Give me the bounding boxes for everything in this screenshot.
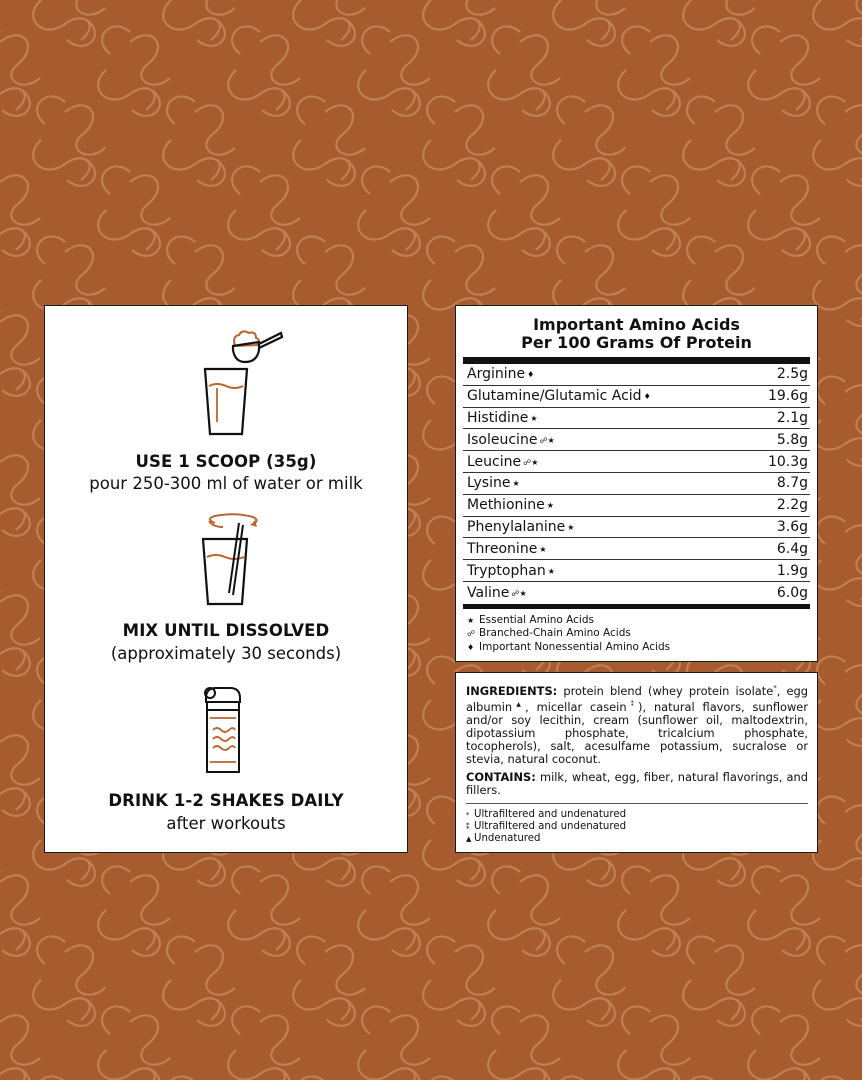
amino-value: 19.6g xyxy=(767,388,808,405)
amino-name xyxy=(467,519,574,535)
amino-name-text: Leucine xyxy=(467,453,522,470)
pattern-motif xyxy=(98,26,170,115)
amino-name xyxy=(467,432,555,448)
amino-name-text: Phenylalanine xyxy=(467,518,566,535)
pattern-motif xyxy=(0,726,40,815)
pattern-motif xyxy=(423,1076,495,1080)
amino-name xyxy=(467,563,555,579)
amino-title-line-1: Important Amino Acids xyxy=(533,315,740,334)
pattern-motif xyxy=(33,0,105,46)
contains-label: CONTAINS: xyxy=(466,769,536,784)
amino-mark: ★ xyxy=(530,413,538,423)
amino-name-text: Tryptophan xyxy=(467,562,546,579)
pattern-motif xyxy=(98,166,170,255)
pattern-motif xyxy=(683,0,755,46)
amino-row xyxy=(463,560,810,582)
footnote-mark: * xyxy=(466,810,470,819)
pattern-motif xyxy=(748,866,820,955)
ingredients-footnotes xyxy=(466,809,808,845)
amino-mark: ★ xyxy=(512,479,520,489)
pattern-motif xyxy=(228,166,300,255)
footnote-mark: ⁑ xyxy=(466,822,470,831)
legend-text: Branched-Chain Amino Acids xyxy=(479,627,631,640)
ingredients-mark-3: ⁑ xyxy=(626,700,639,708)
pattern-motif xyxy=(358,866,430,955)
pattern-motif xyxy=(98,866,170,955)
pattern-motif xyxy=(163,0,235,46)
pattern-motif xyxy=(683,1076,755,1080)
footnote-text: Ultrafiltered and undenatured xyxy=(474,808,627,820)
ingredients-panel xyxy=(455,672,818,853)
pattern-motif xyxy=(618,26,690,115)
legend-mark: ☍ xyxy=(467,629,476,639)
amino-row xyxy=(463,473,810,495)
amino-mark: ★ xyxy=(547,566,555,576)
footnote-text: Undenatured xyxy=(474,832,541,844)
pattern-motif xyxy=(553,96,625,185)
amino-name-text: Threonine xyxy=(467,540,538,557)
pattern-motif xyxy=(163,1076,235,1080)
pattern-motif xyxy=(293,0,365,46)
amino-row xyxy=(463,429,810,451)
pattern-motif xyxy=(0,1006,40,1080)
amino-name xyxy=(467,410,538,426)
ingredients-part-1: protein blend (whey protein isolate xyxy=(563,683,774,698)
pattern-motif xyxy=(33,1076,105,1080)
amino-mark: ♦ xyxy=(643,392,651,402)
amino-value: 6.4g xyxy=(776,540,808,557)
pattern-motif xyxy=(0,446,40,535)
amino-mark: ☍★ xyxy=(523,457,539,467)
footnote-item xyxy=(466,821,808,833)
legend-item xyxy=(467,641,810,655)
pattern-motif xyxy=(33,936,105,1025)
amino-mark: ☍★ xyxy=(539,435,555,445)
pattern-motif xyxy=(0,866,40,955)
pattern-motif xyxy=(358,1006,430,1080)
amino-name-text: Lysine xyxy=(467,475,511,492)
pattern-motif xyxy=(813,656,862,745)
pattern-motif xyxy=(293,1076,365,1080)
amino-value: 8.7g xyxy=(776,475,808,492)
contains-list: milk, wheat, egg, fiber, natural flavorings, and fillers. xyxy=(466,769,808,797)
ingredients-mark-2: ▲ xyxy=(512,700,526,708)
amino-value: 2.2g xyxy=(776,497,808,514)
pattern-motif xyxy=(813,796,862,885)
pattern-motif xyxy=(813,0,862,46)
amino-name-text: Arginine xyxy=(467,366,526,383)
pattern-motif xyxy=(748,1006,820,1080)
pattern-motif xyxy=(0,306,40,395)
amino-name xyxy=(467,497,554,513)
amino-mark: ★ xyxy=(539,544,547,554)
amino-name-text: Isoleucine xyxy=(467,431,538,448)
amino-name xyxy=(467,366,534,382)
amino-mark: ★ xyxy=(567,522,575,532)
legend-text: Essential Amino Acids xyxy=(479,613,594,626)
step-3-title: DRINK 1-2 SHAKES DAILY xyxy=(108,791,344,810)
pattern-motif xyxy=(228,26,300,115)
step-1-title: USE 1 SCOOP (35g) xyxy=(135,452,317,471)
amino-name xyxy=(467,541,546,557)
pattern-motif xyxy=(553,0,625,46)
pattern-motif xyxy=(813,376,862,465)
pattern-motif xyxy=(293,936,365,1025)
pattern-motif xyxy=(163,96,235,185)
pattern-motif xyxy=(813,96,862,185)
pattern-motif xyxy=(358,166,430,255)
stir-glass-icon xyxy=(195,513,265,609)
pattern-motif xyxy=(683,936,755,1025)
pattern-motif xyxy=(0,586,40,675)
amino-name-text: Methionine xyxy=(467,497,545,514)
pattern-motif xyxy=(748,166,820,255)
amino-value: 2.1g xyxy=(776,409,808,426)
pattern-motif xyxy=(488,166,560,255)
amino-name xyxy=(467,454,538,470)
pattern-motif xyxy=(358,26,430,115)
amino-mark: ★ xyxy=(546,501,554,511)
amino-row xyxy=(463,495,810,517)
amino-row xyxy=(463,408,810,430)
pattern-motif xyxy=(553,1076,625,1080)
amino-name xyxy=(467,388,651,404)
contains-text xyxy=(466,771,808,797)
directions-panel xyxy=(44,305,408,853)
amino-name xyxy=(467,475,520,491)
pattern-motif xyxy=(553,936,625,1025)
footnote-text: Ultrafiltered and undenatured xyxy=(474,820,627,832)
amino-name-text: Histidine xyxy=(467,409,529,426)
amino-value: 1.9g xyxy=(776,562,808,579)
ingredients-part-2: , egg albumin xyxy=(466,683,808,714)
pattern-motif xyxy=(488,866,560,955)
pattern-motif xyxy=(0,26,40,115)
legend-text: Important Nonessential Amino Acids xyxy=(479,640,671,653)
amino-top-bar xyxy=(463,357,810,364)
ingredients-part-4: ), natural flavors, sunflower and/or soy lecithin, cream (sunflower oil, maltodextrin, dipotassium phosphate, tricalcium phosphate, tocopherols), salt, acesulfame potassium, sucralose or stevia, natural coconut. xyxy=(466,699,808,766)
amino-mark: ☍★ xyxy=(511,588,527,598)
amino-mark: ♦ xyxy=(527,370,535,380)
pattern-motif xyxy=(813,236,862,325)
amino-bottom-bar xyxy=(463,604,810,609)
amino-table xyxy=(463,364,810,604)
amino-value: 5.8g xyxy=(776,431,808,448)
ingredients-text xyxy=(466,682,808,766)
amino-value: 10.3g xyxy=(767,453,808,470)
pattern-motif xyxy=(683,96,755,185)
pattern-motif xyxy=(618,1006,690,1080)
pattern-motif xyxy=(488,1006,560,1080)
step-1-subtitle: pour 250-300 ml of water or milk xyxy=(89,474,363,493)
amino-row xyxy=(463,517,810,539)
amino-name-text: Glutamine/Glutamic Acid xyxy=(467,388,642,405)
amino-name xyxy=(467,585,527,601)
scoop-glass-icon xyxy=(195,326,285,438)
pattern-motif xyxy=(293,96,365,185)
pattern-motif xyxy=(813,1076,862,1080)
amino-title-line-2: Per 100 Grams Of Protein xyxy=(521,333,752,352)
legend-item xyxy=(467,614,810,628)
pattern-motif xyxy=(618,166,690,255)
pattern-motif xyxy=(618,866,690,955)
pattern-motif xyxy=(813,516,862,605)
step-2-subtitle: (approximately 30 seconds) xyxy=(110,644,342,663)
amino-value: 3.6g xyxy=(776,518,808,535)
amino-row xyxy=(463,538,810,560)
footnote-item xyxy=(466,833,808,845)
pattern-motif xyxy=(423,0,495,46)
legend-mark: ♦ xyxy=(467,642,475,652)
footnote-item xyxy=(466,809,808,821)
pattern-motif xyxy=(488,26,560,115)
step-3-subtitle: after workouts xyxy=(166,814,286,833)
amino-row xyxy=(463,386,810,408)
amino-value: 6.0g xyxy=(776,584,808,601)
amino-row xyxy=(463,582,810,604)
ingredients-mark-1: * xyxy=(773,684,777,692)
pattern-motif xyxy=(813,936,862,1025)
footnote-mark: ▲ xyxy=(466,834,472,843)
pattern-motif xyxy=(423,96,495,185)
shaker-bottle-icon xyxy=(200,684,250,776)
pattern-motif xyxy=(748,26,820,115)
step-2-title: MIX UNTIL DISSOLVED xyxy=(122,621,330,640)
legend-item xyxy=(467,627,810,641)
pattern-motif xyxy=(33,96,105,185)
pattern-motif xyxy=(0,166,40,255)
amino-acids-panel xyxy=(455,305,818,662)
amino-row xyxy=(463,451,810,473)
amino-name-text: Valine xyxy=(467,584,510,601)
legend-mark: ★ xyxy=(467,615,475,625)
ingredients-part-3: , micellar casein xyxy=(525,699,627,714)
pattern-motif xyxy=(163,936,235,1025)
pattern-motif xyxy=(228,1006,300,1080)
amino-value: 2.5g xyxy=(776,366,808,383)
pattern-motif xyxy=(98,1006,170,1080)
pattern-motif xyxy=(423,936,495,1025)
ingredients-divider xyxy=(466,803,808,804)
pattern-motif xyxy=(228,866,300,955)
amino-row xyxy=(463,364,810,386)
ingredients-label: INGREDIENTS: xyxy=(466,683,558,698)
amino-legend xyxy=(463,614,810,655)
